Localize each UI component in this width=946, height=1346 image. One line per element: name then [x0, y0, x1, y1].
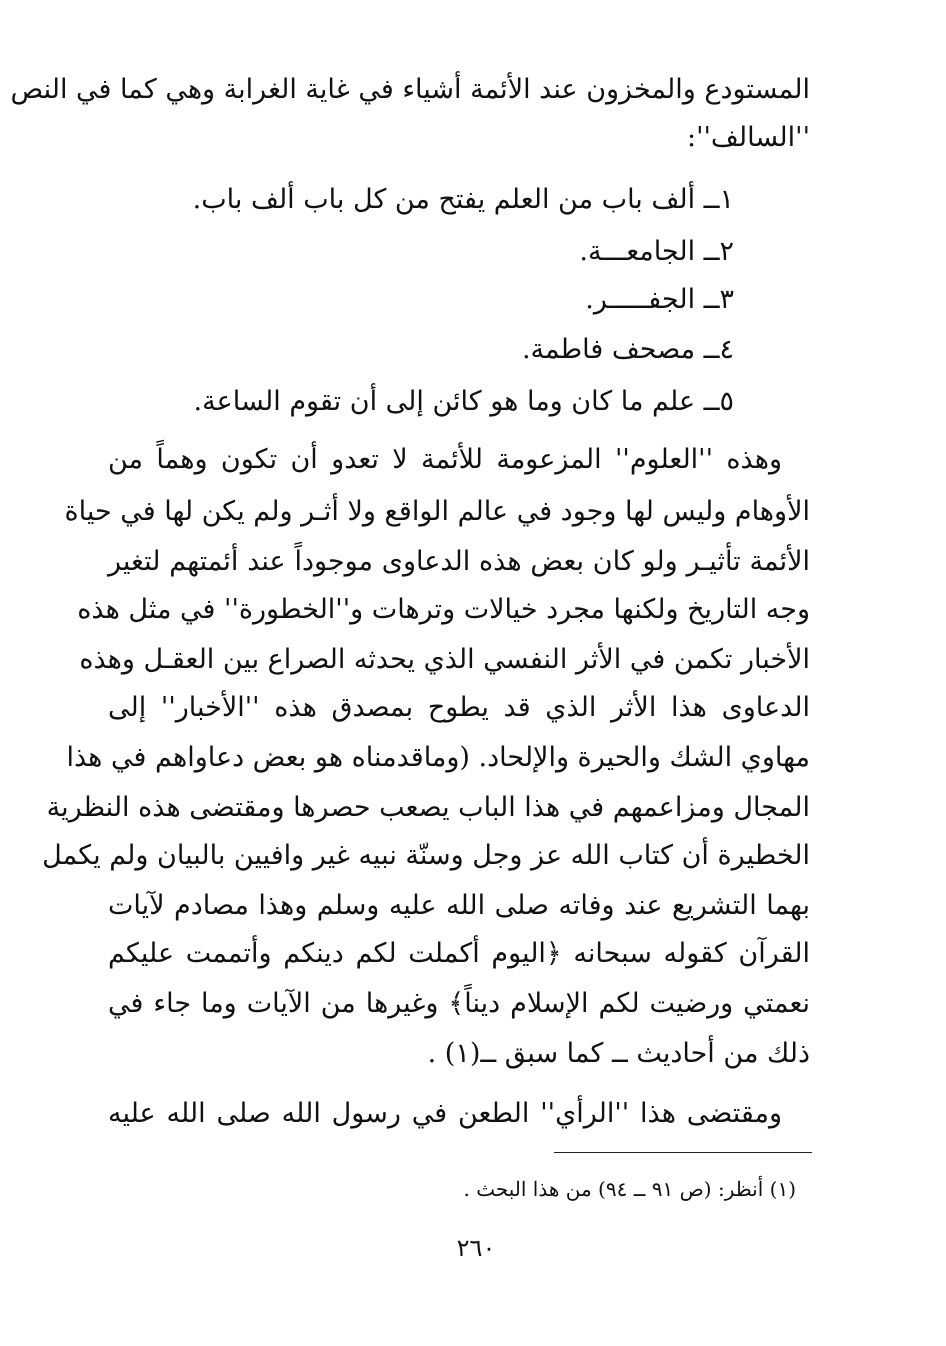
intro-line-1: المستودع والمخزون عند الأئمة أشياء في غاية الغرابة وهي كما في النص: [10, 74, 810, 105]
paragraph-line-1: وهذه ''العلوم'' المزعومة للأئمة لا تعدو أن تكون وهماً من: [108, 444, 782, 475]
list-item-1: ١ــ ألف باب من العلم يفتح من كل باب ألف باب.: [192, 184, 734, 215]
paragraph-line-11: القرآن كقوله سبحانه ﴿اليوم أكملت لكم دينكم وأتممت عليكم: [108, 938, 810, 969]
paragraph-line-10: بهما التشريع عند وفاته صلى الله عليه وسلم وهذا مصادم لآيات: [108, 890, 810, 921]
list-item-3: ٣ــ الجفـــــر.: [585, 284, 734, 315]
paragraph-line-2: الأوهام وليس لها وجود في عالم الواقع ولا أثـر ولم يكن لها في حياة: [64, 496, 810, 527]
paragraph-line-12: نعمتي ورضيت لكم الإسلام ديناً﴾ وغيرها من الآيات وما جاء في: [108, 988, 810, 1019]
paragraph-line-13: ذلك من أحاديث ــ كما سبق ــ(١) .: [427, 1038, 810, 1069]
page-number-value: ٢٦٠: [456, 1234, 496, 1262]
closing-line: ومقتضى هذا ''الرأي'' الطعن في رسول الله صلى الله عليه: [108, 1098, 782, 1129]
paragraph-line-7: مهاوي الشك والحيرة والإلحاد. (وماقدمناه هو بعض دعاواهم في هذا: [66, 742, 810, 773]
intro-line-2: ''السالف'':: [686, 122, 810, 153]
list-item-2: ٢ــ الجامعـــة.: [579, 236, 734, 267]
footnote-separator: [554, 1152, 812, 1153]
paragraph-line-9: الخطيرة أن كتاب الله عز وجل وسنّة نبيه غير وافيين بالبيان ولم يكمل: [42, 840, 810, 871]
paragraph-line-5: الأخبار تكمن في الأثر النفسي الذي يحدثه الصراع بين العقـل وهذه: [79, 644, 810, 675]
footnote: (١) أنظر: (ص ٩١ ــ ٩٤) من هذا البحث .: [463, 1177, 796, 1201]
paragraph-line-8: المجال ومزاعمهم في هذا الباب يصعب حصرها ومقتضى هذه النظرية: [46, 792, 810, 823]
page-number: [0, 1230, 946, 1266]
list-item-4: ٤ــ مصحف فاطمة.: [521, 334, 734, 365]
list-item-5: ٥ــ علم ما كان وما هو كائن إلى أن تقوم الساعة.: [193, 386, 734, 417]
paragraph-line-6: الدعاوى هذا الأثر الذي قد يطوح بمصدق هذه ''الأخبار'' إلى: [108, 692, 810, 723]
paragraph-line-3: الأئمة تأثيـر ولو كان بعض هذه الدعاوى موجوداً عند أئمتهم لتغير: [108, 546, 810, 577]
paragraph-line-4: وجه التاريخ ولكنها مجرد خيالات وترهات و''الخطورة'' في مثل هذه: [77, 594, 810, 625]
